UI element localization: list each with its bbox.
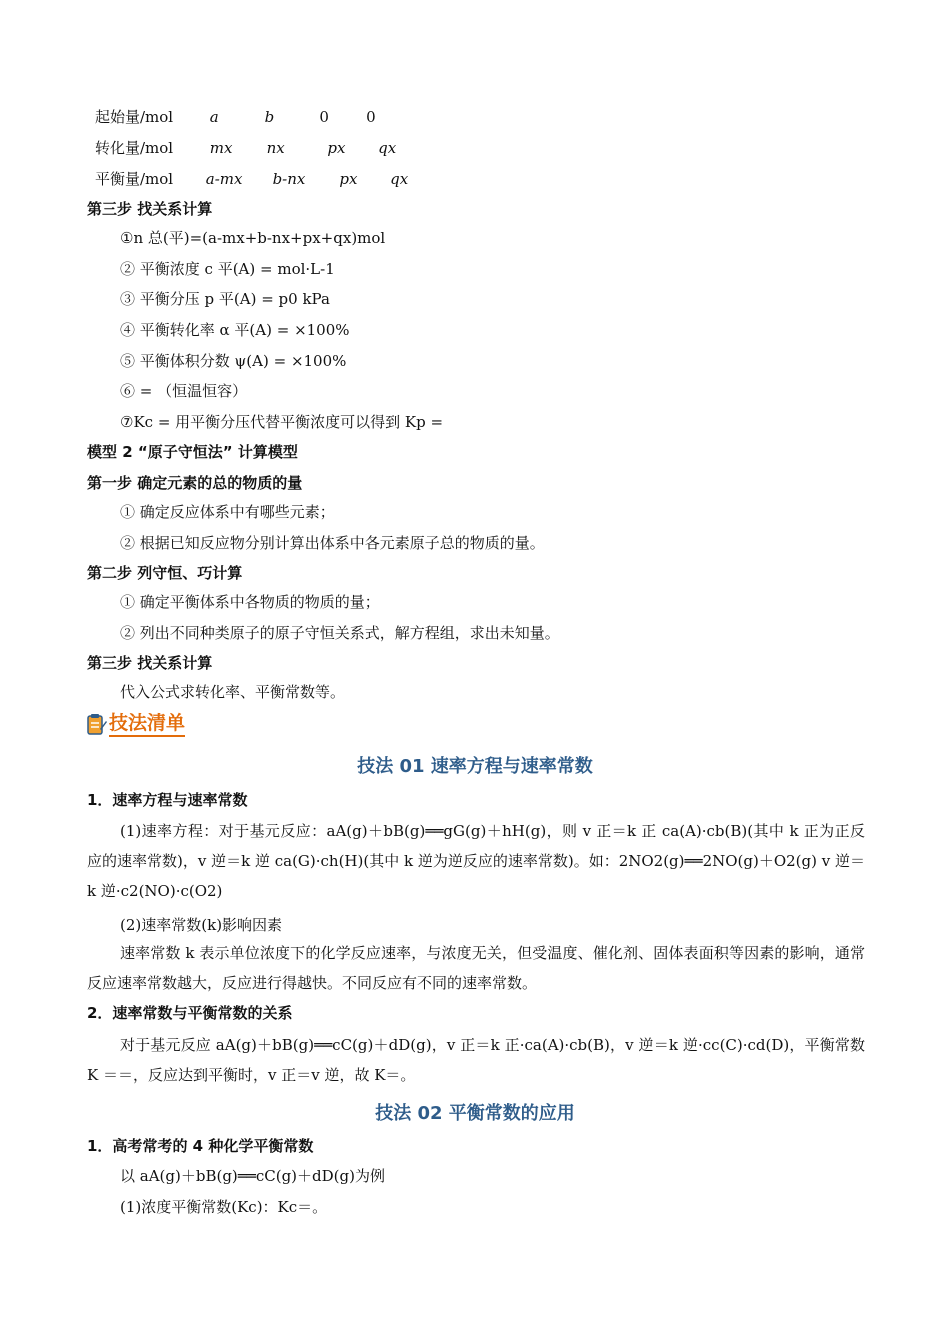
row-label: 转化量/mol bbox=[95, 139, 174, 157]
table-cell: nx bbox=[266, 139, 285, 157]
table-cell: qx bbox=[378, 139, 397, 157]
section-title: 技法 01 速率方程与速率常数 bbox=[357, 756, 593, 777]
paragraph: (1)浓度平衡常数(Kc)：Kc＝。 bbox=[120, 1198, 328, 1216]
table-cell: a bbox=[209, 108, 219, 126]
table-cell: 0 bbox=[319, 108, 329, 126]
step-heading: 第三步 找关系计算 bbox=[87, 200, 213, 218]
clipboard-icon bbox=[87, 713, 107, 735]
section-banner bbox=[87, 709, 185, 739]
step-heading: 第三步 找关系计算 bbox=[87, 654, 213, 672]
calc-item: ④ 平衡转化率 α 平(A) = ×100% bbox=[120, 321, 350, 339]
table-cell: 0 bbox=[366, 108, 376, 126]
table-cell: px bbox=[339, 170, 358, 188]
table-cell: b-nx bbox=[272, 170, 306, 188]
paragraph: 以 aA(g)＋bB(g)══cC(g)＋dD(g)为例 bbox=[120, 1167, 385, 1185]
table-cell: mx bbox=[209, 139, 233, 157]
calc-item: ⑤ 平衡体积分数 ψ(A) = ×100% bbox=[120, 352, 347, 370]
step-heading: 第二步 列守恒、巧计算 bbox=[87, 564, 243, 582]
list-item: ① 确定平衡体系中各物质的物质的量； bbox=[120, 593, 380, 611]
paragraph: (1)速率方程：对于基元反应：aA(g)＋bB(g)══gG(g)＋hH(g)，则 v 正＝k 正 ca(A)·cb(B)(其中 k 正为正反应的速率常数)，v 逆＝k 逆 ca(G)·ch(H)(其中 k 逆为逆反应的速率常数)。如：2NO2(g)══2NO(g)＋O2(g) v 逆＝k 逆·c2(NO)·c(O2) bbox=[87, 822, 866, 900]
table-row bbox=[95, 138, 418, 158]
table-cell: a-mx bbox=[205, 170, 243, 188]
paragraph: 速率常数 k 表示单位浓度下的化学反应速率，与浓度无关，但受温度、催化剂、固体表面积等因素的影响，通常反应速率常数越大，反应进行得越快。不同反应有不同的速率常数。 bbox=[87, 944, 865, 992]
row-label: 起始量/mol bbox=[95, 108, 174, 126]
list-item: ① 确定反应体系中有哪些元素； bbox=[120, 503, 335, 521]
calc-item: ①n 总(平)=(a-mx+b-nx+px+qx)mol bbox=[120, 229, 386, 247]
model-title: 模型 2 “原子守恒法” 计算模型 bbox=[87, 443, 298, 461]
calc-item: ⑦Kc = 用平衡分压代替平衡浓度可以得到 Kp = bbox=[120, 413, 444, 431]
section-title: 技法 02 平衡常数的应用 bbox=[375, 1103, 575, 1124]
table-cell: qx bbox=[390, 170, 409, 188]
row-label: 平衡量/mol bbox=[95, 170, 174, 188]
table-cell: px bbox=[327, 139, 346, 157]
table-row bbox=[95, 107, 406, 127]
banner-label: 技法清单 bbox=[109, 711, 185, 737]
calc-item: ③ 平衡分压 p 平(A) = p0 kPa bbox=[120, 290, 330, 308]
subheading: 1．速率方程与速率常数 bbox=[87, 791, 248, 809]
calc-item: ⑥ = （恒温恒容） bbox=[120, 382, 248, 400]
list-item: ② 根据已知反应物分别计算出体系中各元素原子总的物质的量。 bbox=[120, 534, 545, 552]
calc-item: ② 平衡浓度 c 平(A) = mol·L-1 bbox=[120, 260, 335, 278]
table-cell: b bbox=[264, 108, 275, 126]
subheading: 2．速率常数与平衡常数的关系 bbox=[87, 1004, 293, 1022]
step-heading: 第一步 确定元素的总的物质的量 bbox=[87, 474, 303, 492]
subheading: 1．高考常考的 4 种化学平衡常数 bbox=[87, 1137, 314, 1155]
table-row bbox=[95, 169, 430, 189]
list-item: 代入公式求转化率、平衡常数等。 bbox=[120, 683, 346, 701]
paragraph: (2)速率常数(k)影响因素 bbox=[120, 916, 283, 934]
paragraph: 对于基元反应 aA(g)＋bB(g)══cC(g)＋dD(g)，v 正＝k 正·ca(A)·cb(B)，v 逆＝k 逆·cc(C)·cd(D)，平衡常数 K ＝＝，反应达到平衡时，v 正＝v 逆，故 K＝。 bbox=[87, 1036, 865, 1084]
list-item: ② 列出不同种类原子的原子守恒关系式，解方程组，求出未知量。 bbox=[120, 624, 560, 642]
